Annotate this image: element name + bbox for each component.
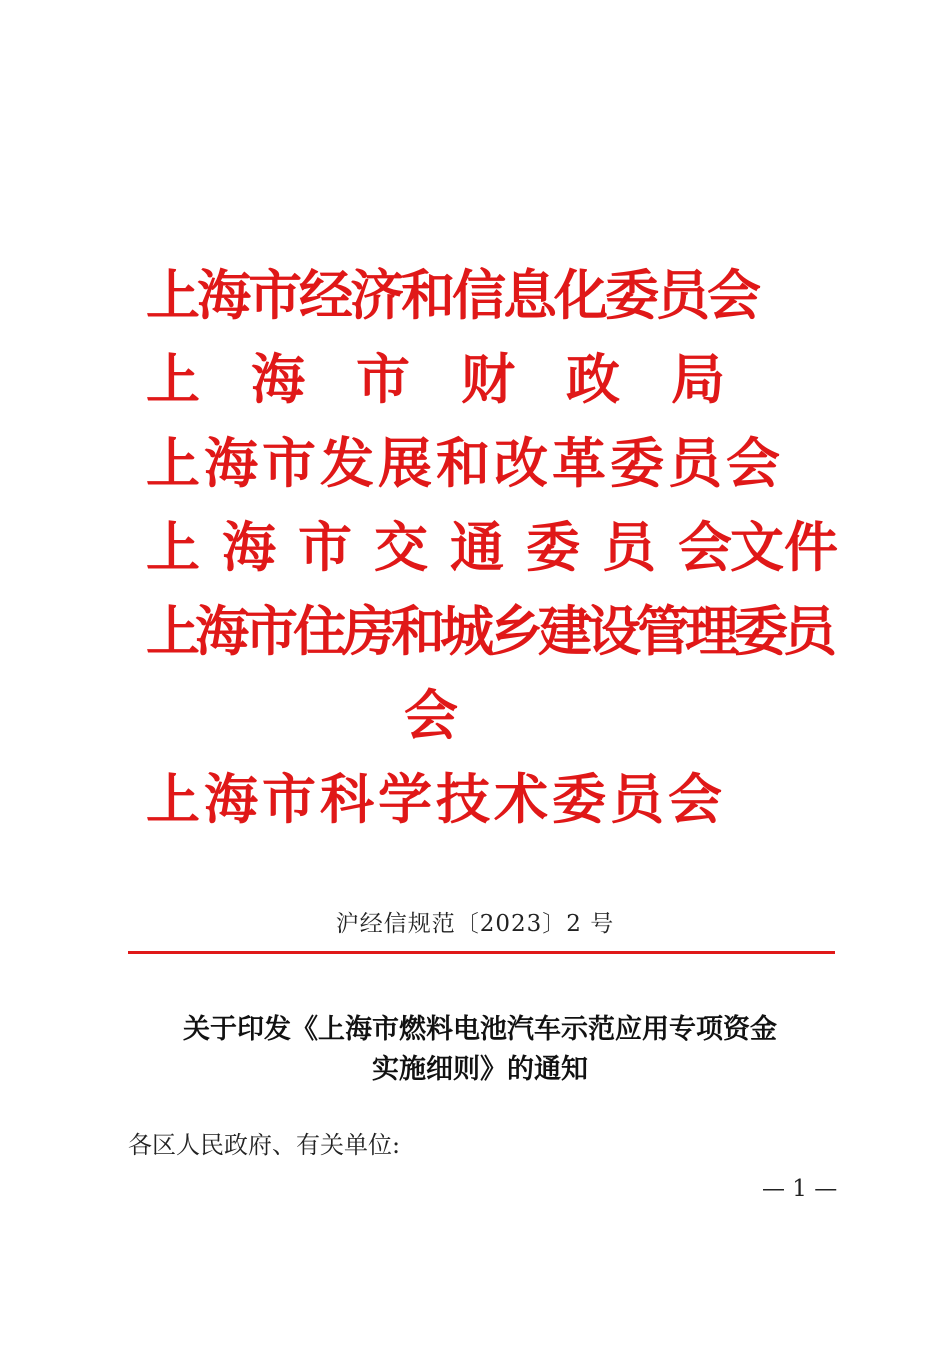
document-title-line1: 关于印发《上海市燃料电池汽车示范应用专项资金 [183,1014,777,1045]
issuer-housing-construction: 上海市住房和城乡建设管理委员 [146,600,832,663]
document-title [130,1010,830,1090]
document-title-line2: 实施细则》的通知 [372,1054,588,1085]
issuer-transport: 上海市交通委员会 [146,516,754,579]
issuer-science-technology: 上海市科学技术委员会 [146,768,726,831]
issuer-housing-construction-tail: 会 [404,684,458,747]
document-number: 沪经信规范〔2023〕2 号 [335,911,615,937]
issuer-economy-informatization: 上海市经济和信息化委员会 [146,264,758,327]
document-suffix: 文件 [730,516,838,579]
issuer-development-reform: 上海市发展和改革委员会 [146,432,784,495]
red-divider [128,951,835,954]
issuer-finance-bureau: 上海市财政局 [146,348,776,411]
recipients: 各区人民政府、有关单位: [128,1131,401,1159]
page-number: — 1 — [762,1176,838,1202]
